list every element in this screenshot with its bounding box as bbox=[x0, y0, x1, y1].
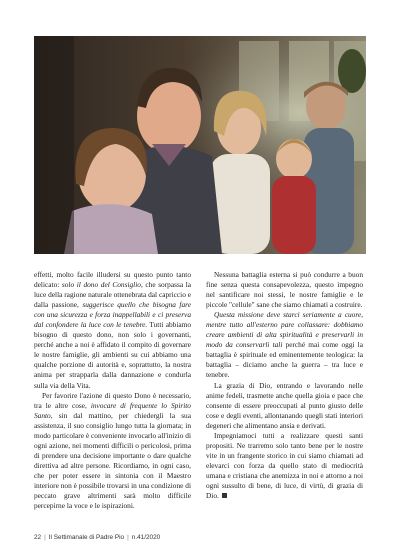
italic-run: solo il dono del Consiglio bbox=[61, 280, 141, 290]
paragraph bbox=[34, 391, 191, 512]
page-number: 22 bbox=[34, 534, 42, 541]
article-photo bbox=[34, 36, 366, 254]
italic-run: suggerisce quello che bisogna fare con una sicurezza e forza inappellabili e ci preserva dal confondere la luce con le tenebre. bbox=[34, 300, 191, 330]
text-run: Tutti abbiamo bisogno di questo dono, non solo i governanti, perché anche a noi è affidato il compito di governare le nostre famiglie, gli ambienti su cui abbiamo una qualche porzione di autorità e, soprattutto, la nostra anima per strapparla dalla dannazione e condurla sulla via della Vita. bbox=[34, 320, 191, 390]
end-of-article-square-icon bbox=[222, 493, 227, 498]
italic-run: Questa missione deve starci seriamente a cuore, mentre tutto all'esterno pare collassare: dobbiamo creare ambienti di alta spiritualità e preservarli in modo da conservarli tali bbox=[206, 310, 363, 350]
paragraph bbox=[34, 270, 191, 391]
italic-run: invocare di frequente lo Spirito Santo bbox=[34, 400, 191, 420]
footer-separator: | bbox=[127, 534, 129, 541]
text-run: La grazia di Dio, entrando e lavorando nelle anime fedeli, trasmette anche quella gioia e pace che consente di essere preoccupati al punto giusto delle cose e degli eventi, allontanando quegli stati interiori degeneri che alimentano ansia e derivati. bbox=[206, 380, 363, 430]
text-run: effetti, molto facile illudersi su questo punto tanto delicato: bbox=[34, 270, 191, 290]
paragraph bbox=[206, 381, 363, 431]
footer-separator: | bbox=[44, 534, 46, 541]
text-run: , sin dal mattino, per chiedergli la sua assistenza, il suo consiglio lungo tutta la giornata; in modo particolare è conveniente invocarlo all'inizio di ogni azione, nei momenti difficili o pericolosi, prima di prendere una decisione importante o dare qualche direttiva ad altre persone. Ricordiamo, in ogni caso, che per poter essere in sintonia con il Maestro interiore non è possibile trovarsi in una condizione di peccato grave altrimenti sarà molto difficile percepirne la voce e le ispirazioni. bbox=[34, 410, 191, 511]
text-run: perché mai come oggi la battaglia è spirituale ed eminentemente teologica: la battaglia – diciamo anche la guerra – tra luce e tenebre. bbox=[206, 340, 363, 380]
paragraph bbox=[206, 310, 363, 380]
text-run: , che sorpassa la luce della ragione naturale ottenebrata dal capriccio e dalla passione, bbox=[34, 280, 192, 310]
text-run: Per favorire l'azione di questo Dono è necessario, tra le altre cose, bbox=[34, 390, 191, 410]
text-run: Impegniamoci tutti a realizzare questi santi propositi. Ne trarremo solo tanto bene per le nostre vite in un frangente storico in cui siamo chiamati ad elevarci con forza da quello stato di mediocrità umana e cristiana che anemizza in noi e attorno a noi ogni sussulto di bene, di luce, di virtù, di grazia di Dio. bbox=[206, 430, 363, 501]
text-column-right bbox=[206, 270, 363, 501]
issue-number: n.41/2020 bbox=[131, 534, 161, 541]
paragraph bbox=[206, 431, 363, 501]
text-column-left bbox=[34, 270, 191, 511]
magazine-title: Il Settimanale di Padre Pio bbox=[48, 534, 125, 541]
paragraph bbox=[206, 270, 363, 310]
family-praying-photo-icon bbox=[34, 36, 366, 254]
text-run: Nessuna battaglia esterna si può condurre a buon fine senza questa consapevolezza, questo impegno nel santificare noi stessi, le nostre famiglie e le piccole "cellule" sane che siamo chiamati a costruire. bbox=[206, 270, 363, 310]
page-footer bbox=[34, 534, 160, 541]
